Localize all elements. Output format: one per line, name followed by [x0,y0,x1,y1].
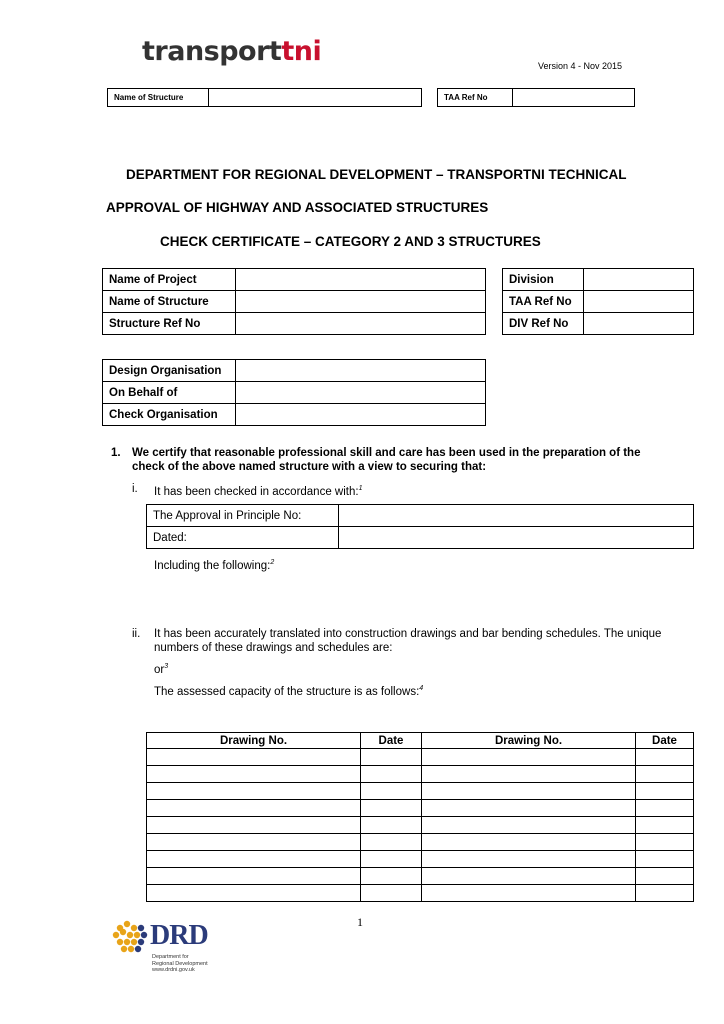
aip-dated-field[interactable] [339,527,694,549]
item-i-text: It has been checked in accordance with: [154,485,359,498]
table-row [147,749,694,766]
date-cell[interactable] [361,766,422,783]
capacity-wrap [154,682,423,699]
date-cell[interactable] [361,834,422,851]
drawing-cell[interactable] [147,766,361,783]
drawing-cell[interactable] [147,834,361,851]
drawing-cell[interactable] [147,800,361,817]
section1-number: 1. [111,447,121,459]
drd-line1: Department for [152,954,189,960]
date-header-1: Date [361,733,422,749]
header-name-of-structure-field[interactable] [209,89,422,107]
drawing-cell[interactable] [422,749,636,766]
date-cell[interactable] [636,800,694,817]
section1-text-line2: check of the above named structure with a view to securing that: [132,461,487,473]
date-cell[interactable] [361,851,422,868]
logo-part1: transport [142,36,282,67]
item-ii-line2: numbers of these drawings and schedules are: [154,642,393,654]
drawing-cell[interactable] [422,851,636,868]
aip-dated-label: Dated: [147,527,339,549]
table-row [147,766,694,783]
header-taa-ref-field[interactable] [513,89,635,107]
date-cell[interactable] [361,817,422,834]
drawing-cell[interactable] [422,834,636,851]
division-table [502,268,694,335]
aip-no-field[interactable] [339,505,694,527]
drd-subtitle [152,954,208,974]
drawing-no-header-2: Drawing No. [422,733,636,749]
table-row [147,834,694,851]
item-i-number: i. [132,483,138,495]
drawing-cell[interactable] [422,800,636,817]
drawing-cell[interactable] [422,868,636,885]
date-cell[interactable] [636,783,694,800]
check-organisation-label: Check Organisation [103,404,236,426]
drd-hexagon-icon [112,918,150,958]
header-taa-table [437,88,635,107]
including-footnote: 2 [270,559,275,566]
drawing-table [146,732,694,902]
drawing-cell[interactable] [422,783,636,800]
drawing-no-header-1: Drawing No. [147,733,361,749]
table-row [147,817,694,834]
structure-label: Name of Structure [103,291,236,313]
drawing-cell[interactable] [422,817,636,834]
drawing-cell[interactable] [147,868,361,885]
title-line3: CHECK CERTIFICATE – CATEGORY 2 AND 3 STRUCTURES [160,234,541,249]
or-footnote: 3 [164,663,169,670]
including-wrap [154,556,274,573]
logo-part2: tni [281,36,322,67]
or-text: or [154,663,165,676]
taa-ref-label: TAA Ref No [503,291,584,313]
div-ref-label: DIV Ref No [503,313,584,335]
date-cell[interactable] [361,749,422,766]
structure-ref-field[interactable] [236,313,486,335]
item-ii-number: ii. [132,628,141,640]
drd-word: DRD [150,920,208,951]
date-cell[interactable] [361,868,422,885]
date-cell[interactable] [636,749,694,766]
drawing-cell[interactable] [147,851,361,868]
div-ref-field[interactable] [584,313,694,335]
page-number: 1 [357,915,363,929]
title-line2: APPROVAL OF HIGHWAY AND ASSOCIATED STRUCTURES [106,200,489,215]
item-i-footnote: 1 [358,485,363,492]
title-line1: DEPARTMENT FOR REGIONAL DEVELOPMENT – TRANSPORTNI TECHNICAL [126,167,627,182]
section1-text-line1: We certify that reasonable professional skill and care has been used in the preparation of the [132,447,641,459]
table-row [147,783,694,800]
drd-logo [112,918,208,973]
date-header-2: Date [636,733,694,749]
header-structure-table [107,88,422,107]
structure-field[interactable] [236,291,486,313]
item-ii-line1: It has been accurately translated into construction drawings and bar bending schedules. The unique [154,628,662,640]
date-cell[interactable] [636,766,694,783]
date-cell[interactable] [636,868,694,885]
drawing-cell[interactable] [147,885,361,902]
date-cell[interactable] [636,834,694,851]
item-i-text-wrap [154,482,362,499]
drd-line3: www.drdni.gov.uk [152,967,195,973]
project-field[interactable] [236,269,486,291]
organisation-table [102,359,486,426]
on-behalf-field[interactable] [236,382,486,404]
table-row [147,851,694,868]
division-field[interactable] [584,269,694,291]
date-cell[interactable] [361,783,422,800]
drawing-cell[interactable] [147,783,361,800]
table-row [147,885,694,902]
version-label: Version 4 - Nov 2015 [537,61,622,71]
drawing-cell[interactable] [422,885,636,902]
design-organisation-field[interactable] [236,360,486,382]
capacity-text: The assessed capacity of the structure is as follows: [154,685,420,698]
taa-ref-field[interactable] [584,291,694,313]
date-cell[interactable] [636,851,694,868]
including-text: Including the following: [154,559,271,572]
project-label: Name of Project [103,269,236,291]
design-organisation-label: Design Organisation [103,360,236,382]
aip-no-label: The Approval in Principle No: [147,505,339,527]
table-row [147,868,694,885]
or-wrap [154,660,168,677]
header-taa-ref-label: TAA Ref No [438,89,513,107]
capacity-footnote: 4 [419,685,424,692]
drawing-cell[interactable] [147,817,361,834]
table-row [147,800,694,817]
date-cell[interactable] [636,817,694,834]
drawing-cell[interactable] [147,749,361,766]
drawing-cell[interactable] [422,766,636,783]
division-label: Division [503,269,584,291]
aip-table [146,504,694,549]
header-name-of-structure-label: Name of Structure [108,89,209,107]
date-cell[interactable] [361,885,422,902]
structure-ref-label: Structure Ref No [103,313,236,335]
date-cell[interactable] [361,800,422,817]
transportni-logo [142,36,321,67]
check-organisation-field[interactable] [236,404,486,426]
date-cell[interactable] [636,885,694,902]
project-table [102,268,486,335]
drd-line2: Regional Development [152,960,208,967]
on-behalf-label: On Behalf of [103,382,236,404]
